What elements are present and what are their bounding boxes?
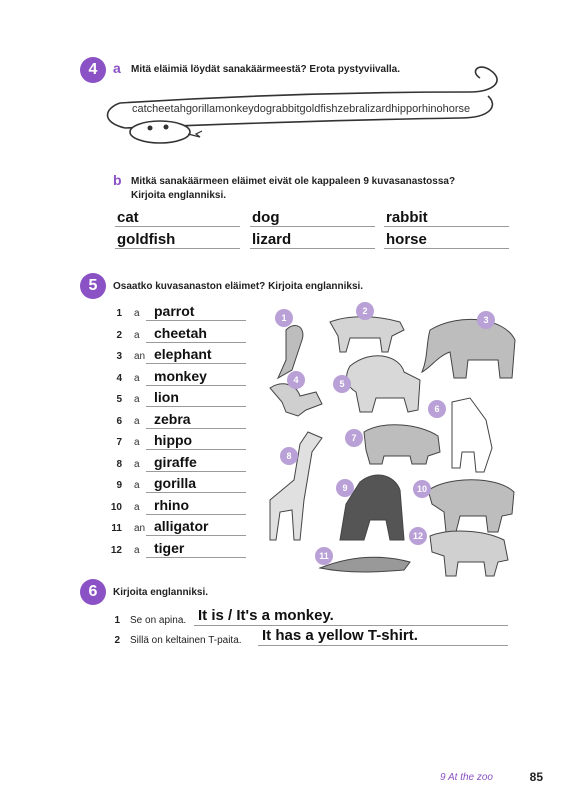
ex5-answer-4[interactable]: monkey: [154, 367, 207, 384]
ex5-item-article: an: [134, 523, 146, 534]
ex5-item-number: 9: [116, 480, 122, 491]
ex5-item-number: 3: [116, 351, 122, 362]
picture-label-4: 4: [287, 371, 305, 389]
exercise-6-instruction: Kirjoita englanniksi.: [113, 587, 209, 598]
exercise-4b-instruction-line1: Mitkä sanakäärmeen eläimet eivät ole kappaleen 9 kuvasanastossa?: [131, 176, 456, 187]
exercise-4a-instruction: Mitä eläimiä löydät sanakäärmeestä? Erota pystyviivalla.: [131, 64, 401, 75]
lion-picture: [347, 356, 420, 412]
ex5-answer-8[interactable]: giraffe: [154, 453, 197, 470]
answer-4b-4[interactable]: goldfish: [117, 231, 176, 248]
ex5-item-article: a: [134, 544, 140, 556]
giraffe-picture: [270, 432, 322, 540]
tiger-picture: [430, 531, 508, 576]
picture-label-12: 12: [409, 527, 427, 545]
ex5-item-article: a: [134, 480, 140, 491]
ex5-item-number: 1: [116, 308, 122, 319]
ex5-answer-2[interactable]: cheetah: [154, 324, 207, 341]
answer-4b-5[interactable]: lizard: [252, 231, 292, 248]
ex5-item-number: 6: [116, 415, 122, 427]
answer-line: [258, 645, 508, 646]
ex5-item-article: a: [134, 501, 140, 513]
ex5-item-article: a: [134, 415, 140, 427]
rhino-picture: [428, 480, 514, 532]
ex5-item-number: 8: [116, 458, 122, 470]
ex5-item-article: a: [134, 372, 140, 384]
page-number: 85: [529, 770, 543, 784]
picture-label-1: 1: [275, 309, 293, 327]
ex5-item-article: a: [134, 394, 140, 405]
ex5-answer-5[interactable]: lion: [154, 389, 179, 405]
exercise-6-number: 6: [80, 579, 106, 605]
answer-4b-3[interactable]: rabbit: [386, 209, 428, 226]
hippo-picture: [364, 425, 440, 464]
elephant-picture: [422, 319, 515, 378]
ex6-answer-2[interactable]: It has a yellow T-shirt.: [262, 627, 418, 644]
answer-4b-1[interactable]: cat: [117, 209, 139, 226]
parrot-picture: [278, 325, 303, 378]
ex5-item-article: a: [134, 437, 140, 448]
ex5-answer-11[interactable]: alligator: [154, 518, 209, 534]
picture-label-7: 7: [345, 429, 363, 447]
exercise-4b-instruction-line2: Kirjoita englanniksi.: [131, 190, 227, 201]
ex5-item-article: a: [134, 308, 140, 319]
ex5-item-number: 12: [110, 544, 122, 556]
word-snake-text: catcheetahgorillamonkeydograbbitgoldfishzebralizardhipporhinohorse: [132, 103, 471, 115]
ex6-prompt: Sillä on keltainen T-paita.: [130, 635, 242, 646]
ex6-item-number: 2: [114, 635, 120, 646]
ex5-item-number: 7: [116, 437, 122, 448]
ex5-item-article: a: [134, 329, 140, 341]
picture-label-9: 9: [336, 479, 354, 497]
ex5-item-number: 2: [116, 329, 122, 341]
zebra-picture: [452, 398, 492, 472]
ex5-answer-1[interactable]: parrot: [154, 303, 195, 319]
ex6-prompt: Se on apina.: [130, 615, 187, 626]
exercise-4-number: 4: [80, 57, 106, 83]
ex5-answer-7[interactable]: hippo: [154, 432, 193, 448]
picture-label-10: 10: [413, 480, 431, 498]
ex5-item-number: 10: [110, 501, 122, 513]
ex5-answer-6[interactable]: zebra: [154, 410, 191, 427]
footer-chapter-title: 9 At the zoo: [440, 772, 493, 783]
exercise-5-instruction: Osaatko kuvasanaston eläimet? Kirjoita englanniksi.: [113, 281, 364, 292]
ex5-item-number: 11: [111, 523, 122, 534]
picture-label-3: 3: [477, 311, 495, 329]
ex6-item-number: 1: [114, 615, 120, 626]
picture-label-8: 8: [280, 447, 298, 465]
ex6-answer-1[interactable]: It is / It's a monkey.: [198, 607, 334, 624]
ex5-item-article: an: [134, 351, 146, 362]
answer-4b-2[interactable]: dog: [252, 209, 280, 226]
alligator-picture: [320, 557, 410, 572]
exercise-4b-letter: b: [113, 172, 122, 188]
exercise-5-number: 5: [80, 273, 106, 299]
ex5-item-number: 5: [116, 394, 122, 405]
ex5-item-number: 4: [116, 372, 122, 384]
answer-line: [194, 625, 508, 626]
picture-label-11: 11: [315, 547, 333, 565]
ex5-answer-3[interactable]: elephant: [154, 346, 212, 362]
ex5-answer-12[interactable]: tiger: [154, 539, 185, 556]
exercise-4a-letter: a: [113, 60, 121, 76]
ex5-answer-10[interactable]: rhino: [154, 496, 189, 513]
ex5-item-article: a: [134, 458, 140, 470]
picture-label-2: 2: [356, 302, 374, 320]
picture-label-6: 6: [428, 400, 446, 418]
ex5-answer-9[interactable]: gorilla: [154, 475, 197, 491]
answer-4b-6[interactable]: horse: [386, 231, 427, 248]
cheetah-picture: [330, 317, 404, 352]
picture-label-5: 5: [333, 375, 351, 393]
